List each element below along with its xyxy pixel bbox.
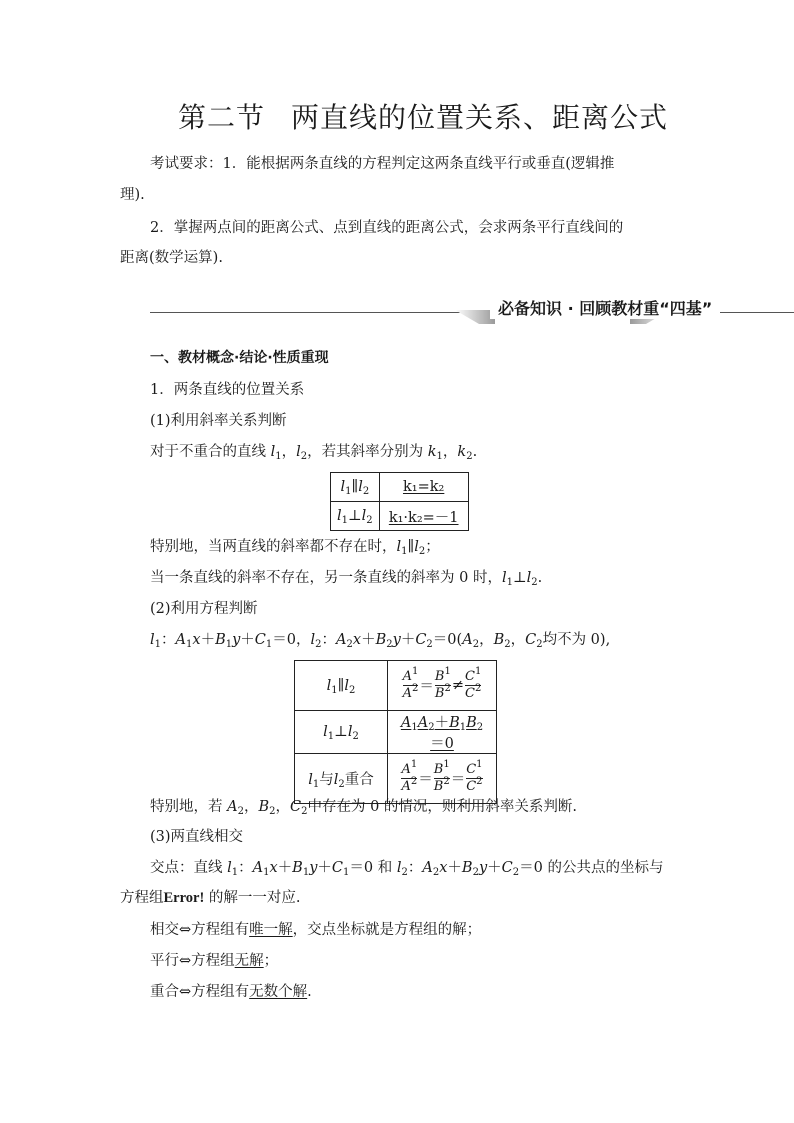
subheading-equation: (2)利用方程判断 [150,601,258,617]
special-case-3: 特别地，若 $A_2$，$B_2$，$C_2$中存在为 0 的情况，则利用斜率关系判断. [150,799,578,817]
page-title [178,96,668,136]
case-parallel: 平行⇔方程组无解； [150,953,279,969]
special-case-1: 特别地，当两直线的斜率都不存在时，$l_1\parallel l_2$； [150,539,440,557]
slope-intro: 对于不重合的直线 $l_1$，$l_2$，若其斜率分别为 $k_1$，$k_2$. [150,444,478,462]
requirement-2-line1: 2．掌握两点间的距离公式、点到直线的距离公式，会求两条平行直线间的 [150,220,624,236]
slope-table [330,472,469,531]
banner-left-tab [455,310,495,324]
slope-table-parallel: $l_1\parallel l_2$ [331,473,380,502]
subheading-intersect: (3)两直线相交 [150,829,244,845]
section-number: 第二节 [178,101,266,134]
slope-table-perp-cond: k₁·k₂=－1 [379,502,468,531]
heading-concepts: 一、教材概念·结论·性质重现 [150,350,329,366]
requirement-1-line1: 考试要求：1．能根据两条直线的方程判定这两条直线平行或垂直(逻辑推 [150,156,615,172]
general-equations: $l_1$：$A_1x+B_1y+C_1=0$，$l_2$：$A_2x+B_2y+C_2=0(A_2$，$B_2$，$C_2$均不为 0), [150,632,611,650]
intersect-line-1: 交点：直线 $l_1$：$A_1x+B_1y+C_1=0$ 和 $l_2$：$A_2x+B_2y+C_2=0$ 的公共点的坐标与 [150,860,664,878]
eq-table-perp: $l_1\perp l_2$ [295,711,388,754]
eq-table-parallel-cond: $\frac{A^1}{A^2}$ ＝ $\frac{B^1}{B^2}$ ≠ $\frac{C^1}{C^2}$ [388,661,497,711]
case-coincide: 重合⇔方程组有无数个解. [150,984,312,1000]
requirement-2-line2: 距离(数学运算). [120,250,223,266]
error-field: Error! [163,890,205,906]
slope-table-parallel-cond: k₁=k₂ [379,473,468,502]
case-intersect: 相交⇔方程组有唯一解，交点坐标就是方程组的解； [150,922,482,938]
eq-table-coincide: $l_1$与$l_2$重合 [295,754,388,804]
banner-label: 必备知识 · 回顾教材重“四基” [490,296,720,319]
section-topic: 两直线的位置关系、距离公式 [291,101,669,134]
subheading-slope: (1)利用斜率关系判断 [150,413,287,429]
eq-table-perp-cond: $A_1A_2+B_1B_2=0$ [388,711,497,754]
special-case-2: 当一条直线的斜率不存在，另一条直线的斜率为 0 时，$l_1\perp l_2$. [150,570,543,588]
heading-position-relation: 1．两条直线的位置关系 [150,382,305,398]
eq-table-coincide-cond: $\frac{A^1}{A^2}$ ＝ $\frac{B^1}{B^2}$ ＝ $\frac{C^1}{C^2}$ [388,754,497,804]
intersect-line-2: 方程组Error! 的解一一对应. [120,890,301,906]
section-banner [150,292,794,330]
requirement-1-line2: 理). [120,187,145,203]
eq-table-parallel: $l_1\parallel l_2$ [295,661,388,711]
slope-table-perp: $l_1\perp l_2$ [331,502,380,531]
equation-table [294,660,497,804]
